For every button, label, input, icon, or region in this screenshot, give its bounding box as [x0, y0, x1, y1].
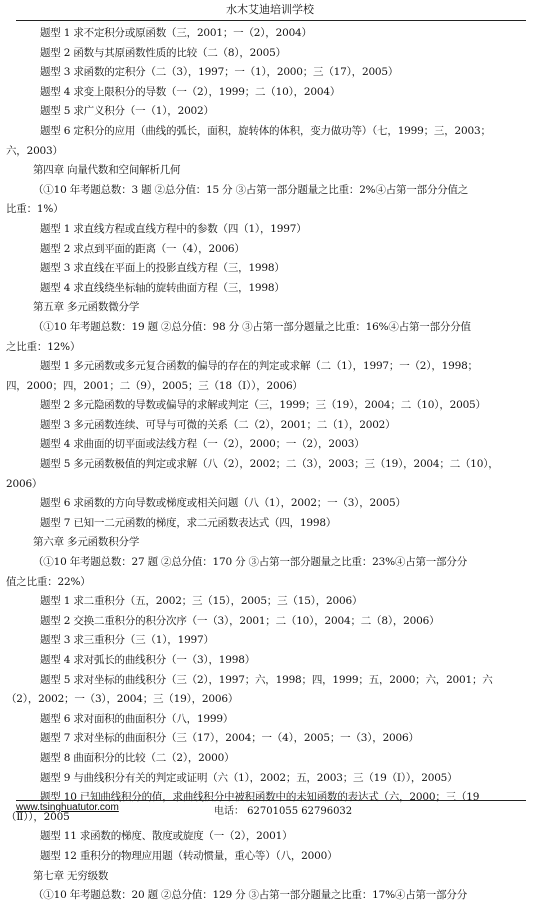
text-line: （2），2002；一（3），2004；三（19），2006）	[6, 693, 239, 706]
text-line: 第七章 无穷级数	[33, 869, 109, 882]
text-line: 题型 7 求对坐标的曲面积分（三（17），2004；一（4），2005；一（3），2006）	[40, 732, 419, 745]
text-line: 题型 10 已知曲线积分的值，求曲线积分中被积函数中的未知函数的表达式（六，2000；三（19	[40, 791, 480, 804]
text-line: 题型 2 求点到平面的距离（一（4），2006）	[40, 242, 245, 255]
text-line: 题型 12 重积分的物理应用题（转动惯量，重心等）（八，2000）	[40, 849, 338, 862]
text-line: 题型 6 定积分的应用（曲线的弧长，面积，旋转体的体积，变力做功等）（七，1999；三，2003；	[40, 124, 491, 137]
text-line: 题型 1 求二重积分（五，2002；三（15），2005；三（15），2006）	[40, 595, 363, 608]
text-line: （①10 年考题总数：19 题 ②总分值：98 分 ③占第一部分题量之比重：16%④占第一部分分值	[33, 320, 471, 333]
text-line: 六，2003）	[6, 144, 63, 157]
text-line: 题型 1 求不定积分或原函数（三，2001；一（2），2004）	[40, 27, 312, 39]
footer-phone: 电话： 62701055 62796032	[214, 806, 353, 817]
text-line: 题型 6 求函数的方向导数或梯度或相关问题（八（1），2002；一（3），2005）	[40, 497, 406, 510]
page-footer	[16, 802, 526, 816]
text-line: 第五章 多元函数微分学	[33, 301, 140, 314]
text-line: 题型 11 求函数的梯度、散度或旋度（一（2），2001）	[40, 830, 293, 843]
text-line: 之比重：12%）	[6, 340, 81, 353]
text-line: 2006）	[6, 477, 43, 490]
header-rule	[16, 20, 526, 21]
text-line: 题型 5 求对坐标的曲线积分（三（2），1997；六，1998；四，1999；五，2000；六，2001；六	[40, 673, 493, 686]
text-line: 题型 3 多元函数连续、可导与可微的关系（二（2），2001；二（1），2002）	[40, 418, 396, 431]
text-line: 题型 2 多元隐函数的导数或偏导的求解或判定（三，1999；三（19），2004；二（10），2005）	[40, 399, 486, 412]
text-line: 题型 3 求直线在平面上的投影直线方程（三，1998）	[40, 262, 285, 275]
text-line: 第六章 多元函数积分学	[33, 536, 140, 549]
text-line: 题型 4 求曲面的切平面或法线方程（一（2），2000；一（2），2003）	[40, 438, 365, 451]
text-line: 四，2000；四，2001；二（9），2005；三（18（Ⅰ）），2006）	[6, 379, 303, 392]
footer-url-link[interactable]: www.tsinghuatutor.com	[16, 802, 119, 813]
text-line: 题型 9 与曲线积分有关的判定或证明（六（1），2002；五，2003；三（19（Ⅰ）），2005）	[40, 771, 458, 784]
text-line: 题型 1 求直线方程或直线方程中的参数（四（1），1997）	[40, 222, 307, 235]
text-line: （①10 年考题总数：27 题 ②总分值：170 分 ③占第一部分题量之比重：23%④占第一部分分	[33, 556, 467, 569]
text-line: 题型 5 求广义积分（一（1），2002）	[40, 105, 214, 118]
text-line: 第四章 向量代数和空间解析几何	[33, 164, 181, 177]
text-line: 题型 4 求直线绕坐标轴的旋转曲面方程（三，1998）	[40, 281, 285, 294]
document-body	[6, 24, 532, 906]
text-line: 题型 5 多元函数极值的判定或求解（八（2），2002；二（3），2003；三（19），2004；二（10），	[40, 458, 499, 471]
text-line: 题型 8 曲面积分的比较（二（2），2000）	[40, 751, 235, 764]
text-line: 题型 7 已知一二元函数的梯度，求二元函数表达式（四，1998）	[40, 516, 337, 529]
text-line: （①10 年考题总数：3 题 ②总分值：15 分 ③占第一部分题量之比重：2%④占第一部分分值之	[33, 183, 469, 196]
text-line: （①10 年考题总数：20 题 ②总分值：129 分 ③占第一部分题量之比重：17%④占第一部分分	[33, 889, 467, 902]
text-line: 题型 2 交换二重积分的积分次序（一（3），2001；二（10），2004；二（8），2006）	[40, 614, 440, 627]
text-line: 题型 6 求对面积的曲面积分（八，1999）	[40, 712, 234, 725]
text-line: 题型 4 求变上限积分的导数（一（2），1999；二（10），2004）	[40, 85, 341, 98]
text-line: 题型 3 求三重积分（三（1），1997）	[40, 634, 214, 647]
text-line: 题型 3 求函数的定积分（二（3），1997；一（1），2000；三（17），2005）	[40, 66, 399, 79]
text-line: 值之比重：22%）	[6, 575, 91, 588]
footer-rule	[16, 800, 526, 801]
text-line: 题型 4 求对弧长的曲线积分（一（3），1998）	[40, 654, 256, 666]
text-line: （Ⅱ）），2005	[6, 810, 70, 823]
text-line: 题型 2 函数与其原函数性质的比较（二（8），2005）	[40, 46, 286, 59]
text-line: 题型 1 多元函数或多元复合函数的偏导的存在的判定或求解（二（1），1997；一（2），1998；	[40, 360, 478, 373]
text-line: 比重：1%）	[6, 203, 64, 216]
page-header: 水木艾迪培训学校	[226, 3, 314, 16]
